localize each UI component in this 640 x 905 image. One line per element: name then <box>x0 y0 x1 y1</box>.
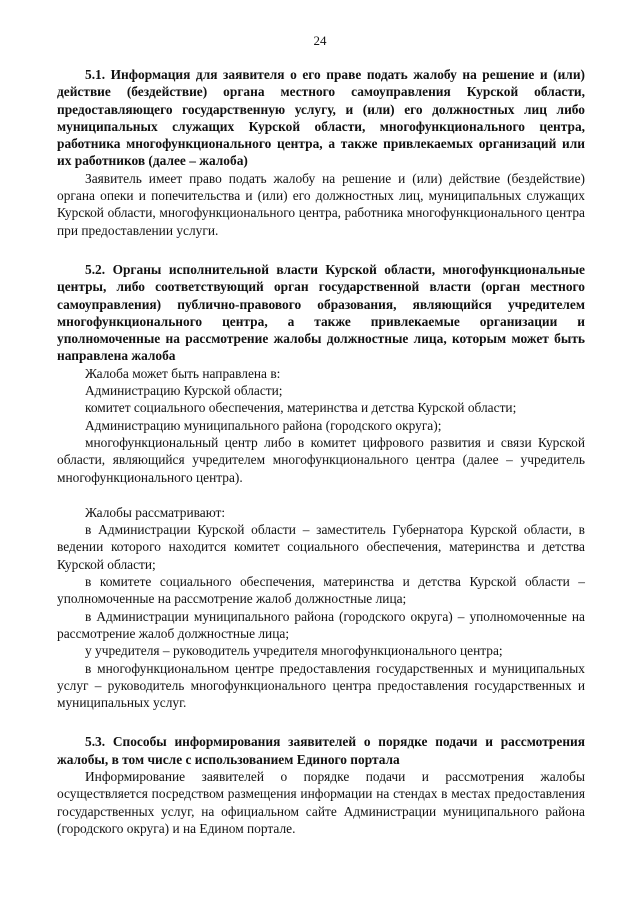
section-5-3 <box>57 733 585 837</box>
paragraph: в Администрации муниципального района (городского округа) – уполномоченные на рассмотрение жалоб должностные лица; <box>57 608 585 641</box>
section-5-1 <box>57 66 585 239</box>
paragraph: Жалоба может быть направлена в: <box>85 365 281 381</box>
paragraph: Администрацию Курской области; <box>85 383 283 399</box>
page-number: 24 <box>313 33 327 48</box>
section-5-2-heading: 5.2. Органы исполнительной власти Курской области, многофункциональные центры, либо соответствующий орган государственной власти (орган местного самоуправления) публично-правового образования, являющийся учредителем многофункционального центра, а также привлекаемые организации и уполномоченные на рассмотрение жалобы должностные лица, которым может быть направлена жалоба <box>57 261 585 364</box>
paragraph: в многофункциональном центре предоставления государственных и муниципальных услуг – руководитель многофункционального центра предоставления государственных и муниципальных услуг. <box>57 660 585 711</box>
paragraph: Администрацию муниципального района (городского округа); <box>85 417 442 433</box>
section-5-1-heading: 5.1. Информация для заявителя о его праве подать жалобу на решение и (или) действие (бездействие) органа местного самоуправления Курской области, предоставляющего государственную услугу, и (или) его должностных лиц либо муниципальных служащих Курской области, многофункционального центра, работника многофункционального центра, а также привлекаемых организаций или их работников (далее – жалоба) <box>57 67 585 169</box>
paragraph: комитет социального обеспечения, материнства и детства Курской области; <box>85 400 517 416</box>
paragraph: у учредителя – руководитель учредителя многофункционального центра; <box>85 643 503 659</box>
section-5-3-heading: 5.3. Способы информирования заявителей о порядке подачи и рассмотрения жалобы, в том числе с использованием Единого портала <box>57 734 585 767</box>
paragraph: Жалобы рассматривают: <box>85 504 226 520</box>
paragraph: Информирование заявителей о порядке подачи и рассмотрения жалобы осуществляется посредством размещения информации на стендах в местах предоставления государственных услуг, на официальном сайте Администрации муниципального района (городского округа) и на Едином портале. <box>57 768 585 836</box>
document-body <box>57 66 585 837</box>
paragraph: Заявитель имеет право подать жалобу на решение и (или) действие (бездействие) органа опеки и попечительства и (или) его должностных лиц, муниципальных служащих Курской области, многофункционального центра, работника многофункционального центра при предоставлении услуги. <box>57 170 585 238</box>
paragraph: многофункциональный центр либо в комитет цифрового развития и связи Курской области, являющийся учредителем многофункционального центра (далее – учредитель многофункционального центра). <box>57 434 585 485</box>
paragraph: в комитете социального обеспечения, материнства и детства Курской области – уполномоченные на рассмотрение жалоб должностные лица; <box>57 574 585 607</box>
paragraph: в Администрации Курской области – заместитель Губернатора Курской области, в ведении которого находится комитет социального обеспечения, материнства и детства Курской области; <box>57 522 585 572</box>
section-5-2 <box>57 261 585 711</box>
